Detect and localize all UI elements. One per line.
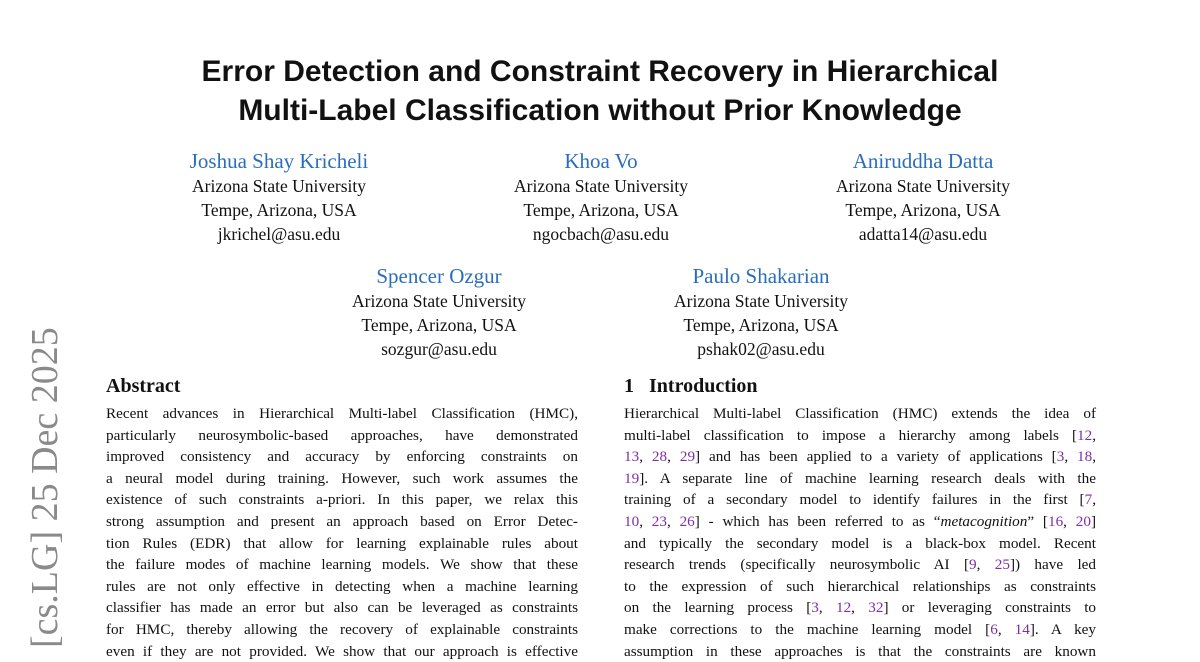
intro-line: multi-label classification to impose a hierarchy among labels [12, — [624, 426, 1096, 444]
intro-line: Hierarchical Multi-label Classification (HMC) extends the idea of — [624, 405, 1096, 422]
author-name[interactable]: Khoa Vo — [564, 149, 638, 173]
author-name[interactable]: Paulo Shakarian — [692, 264, 830, 288]
abstract-line: classifier has made an error but also can be leveraged as constraints — [106, 599, 578, 617]
author-location: Tempe, Arizona, USA — [361, 315, 517, 335]
abstract-line: a neural model during training. However, such work assumes the — [106, 469, 578, 487]
abstract-line: the failure modes of machine learning models. We show that these — [106, 556, 578, 574]
author-email: jkrichel@asu.edu — [217, 224, 341, 244]
intro-line: to the expression of such hierarchical relationships as constraints — [624, 577, 1096, 595]
abstract-heading: Abstract — [106, 375, 181, 397]
abstract-line: strong assumption and present an approach based on Error Detec- — [106, 512, 578, 530]
intro-line: 13, 28, 29] and has been applied to a variety of applications [3, 18, — [624, 448, 1097, 466]
author-email: ngocbach@asu.edu — [532, 224, 670, 244]
author-affiliation: Arizona State University — [192, 176, 366, 196]
abstract-line: even if they are not provided. We show that our approach is effective — [106, 642, 578, 660]
author-email: pshak02@asu.edu — [697, 339, 825, 359]
author-block-4 — [289, 263, 589, 361]
introduction-body — [624, 403, 1096, 662]
abstract-line: Recent advances in Hierarchical Multi-label Classification (HMC), — [106, 405, 578, 422]
author-block-1 — [129, 148, 429, 246]
intro-line: 10, 23, 26] - which has been referred to as “metacognition” [16, 20] — [624, 512, 1096, 530]
abstract-line: tion Rules (EDR) that allow for learning explainable rules about — [106, 534, 578, 552]
abstract-line: for HMC, thereby allowing the recovery of explainable constraints — [106, 620, 578, 638]
section-number: 1 — [624, 375, 634, 397]
abstract-line: rules are not only effective in detecting when a machine learning — [106, 577, 578, 595]
intro-line: 19]. A separate line of machine learning research deals with the — [624, 469, 1096, 487]
author-affiliation: Arizona State University — [352, 291, 526, 311]
author-block-5 — [611, 263, 911, 361]
abstract-line: improved consistency and accuracy by enforcing constraints on — [106, 448, 578, 466]
author-email: adatta14@asu.edu — [858, 224, 988, 244]
abstract-line: particularly neurosymbolic-based approaches, have demonstrated — [106, 426, 578, 444]
author-name[interactable]: Aniruddha Datta — [852, 149, 994, 173]
author-affiliation: Arizona State University — [674, 291, 848, 311]
intro-line: assumption in these approaches is that the constraints are known — [624, 642, 1096, 660]
title-line-1: Error Detection and Constraint Recovery in Hierarchical — [201, 55, 999, 88]
abstract-line: existence of such constraints a-priori. In this paper, we relax this — [106, 491, 578, 509]
intro-line: and typically the secondary model is a black-box model. Recent — [624, 534, 1096, 552]
author-affiliation: Arizona State University — [514, 176, 688, 196]
abstract-body — [106, 403, 578, 662]
intro-line: on the learning process [3, 12, 32] or leveraging constraints to — [624, 599, 1097, 617]
author-name[interactable]: Joshua Shay Kricheli — [189, 149, 369, 173]
arxiv-side-stamp: [cs.LG] 25 Dec 2025 — [24, 327, 66, 648]
intro-line: research trends (specifically neurosymbolic AI [9, 25]) have led — [624, 556, 1097, 574]
author-block-3 — [773, 148, 1073, 246]
intro-line: training of a secondary model to identify failures in the first [7, — [624, 491, 1096, 509]
introduction-heading — [624, 374, 758, 398]
paper-title — [0, 52, 1200, 130]
author-location: Tempe, Arizona, USA — [201, 200, 357, 220]
title-line-2: Multi-Label Classification without Prior Knowledge — [238, 94, 962, 127]
section-title: Introduction — [649, 375, 758, 397]
author-location: Tempe, Arizona, USA — [845, 200, 1001, 220]
author-name[interactable]: Spencer Ozgur — [376, 264, 502, 288]
author-block-2 — [451, 148, 751, 246]
intro-line: make corrections to the machine learning model [6, 14]. A key — [624, 620, 1097, 638]
author-location: Tempe, Arizona, USA — [523, 200, 679, 220]
author-location: Tempe, Arizona, USA — [683, 315, 839, 335]
author-email: sozgur@asu.edu — [381, 339, 497, 359]
author-affiliation: Arizona State University — [836, 176, 1010, 196]
